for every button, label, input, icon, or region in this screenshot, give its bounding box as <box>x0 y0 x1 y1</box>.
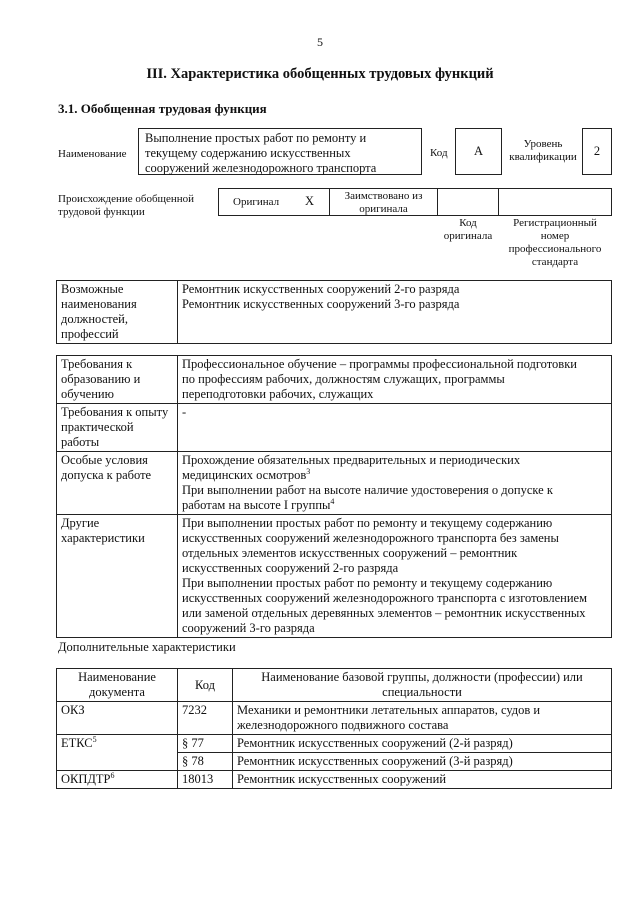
level-label-line: квалификации <box>509 151 577 163</box>
table-row <box>57 404 612 452</box>
level-value: 2 <box>582 128 612 175</box>
experience-label-line: работы <box>61 435 100 449</box>
table-row <box>57 356 612 404</box>
footnote-ref: 5 <box>92 734 97 744</box>
education-label-line: образованию и <box>61 372 141 386</box>
special-label <box>57 452 178 515</box>
table-row <box>57 452 612 515</box>
col-doc-line: документа <box>89 685 145 699</box>
special-line <box>182 468 607 483</box>
education-label-line: Требования к <box>61 357 133 371</box>
col-doc-line: Наименование <box>78 670 156 684</box>
experience-label <box>57 404 178 452</box>
special-text: работам на высоте I группы <box>182 498 331 512</box>
original-mark: X <box>305 194 315 208</box>
education-label <box>57 356 178 404</box>
table-row <box>57 771 612 789</box>
footnote-ref: 3 <box>306 466 311 476</box>
level-label <box>504 138 582 164</box>
additional-title: Дополнительные характеристики <box>58 640 236 654</box>
borrowed-cell <box>329 188 438 216</box>
special-value <box>178 452 612 515</box>
etks-name: Ремонтник искусственных сооружений (3-й разряд) <box>233 753 612 771</box>
education-label-line: обучению <box>61 387 114 401</box>
table-row <box>57 281 612 344</box>
special-line: При выполнении работ на высоте наличие удостоверения о допуске к <box>182 483 553 497</box>
other-line: отдельных элементов искусственных сооружений – ремонтник <box>182 546 518 560</box>
etks-code: § 78 <box>178 753 233 771</box>
table-row <box>57 702 612 735</box>
positions-label <box>57 281 178 344</box>
section-title: III. Характеристика обобщенных трудовых функций <box>146 66 494 82</box>
origin-label-line: Происхождение обобщенной <box>58 193 195 205</box>
positions-label-line: профессий <box>61 327 119 341</box>
position-item: Ремонтник искусственных сооружений 3-го разряда <box>182 297 460 311</box>
other-value <box>178 515 612 638</box>
subsection-title: 3.1. Обобщенная трудовая функция <box>58 101 267 116</box>
name-value-line: Выполнение простых работ по ремонту и <box>145 131 367 145</box>
okz-name <box>233 702 612 735</box>
positions-table <box>56 280 612 344</box>
etks-name: Ремонтник искусственных сооружений (2-й разряд) <box>233 735 612 753</box>
okpdtr-doc-text: ОКПДТР <box>61 772 111 786</box>
okz-code: 7232 <box>178 702 233 735</box>
other-line: искусственных сооружений железнодорожного транспорта с изготовлением <box>182 591 588 605</box>
footnote-ref: 4 <box>330 496 335 506</box>
special-line: Прохождение обязательных предварительных и периодических <box>182 453 521 467</box>
name-value-box <box>138 128 422 175</box>
education-line: по профессиям рабочих, должностям служащих, программы <box>182 372 505 386</box>
etks-code: § 77 <box>178 735 233 753</box>
borrowed-label-line: оригинала <box>359 203 408 215</box>
reg-number-cell <box>498 188 612 216</box>
other-label-line: Другие <box>61 516 100 530</box>
code-original-cell <box>437 188 499 216</box>
name-label: Наименование <box>58 148 127 160</box>
requirements-table <box>56 355 612 638</box>
level-label-line: Уровень <box>523 138 563 150</box>
position-item: Ремонтник искусственных сооружений 2-го разряда <box>182 282 460 296</box>
other-line: или заменой отдельных деревянных элементов – ремонтник искусственных <box>182 606 586 620</box>
positions-label-line: должностей, <box>61 312 128 326</box>
experience-value: - <box>178 404 612 452</box>
positions-label-line: наименования <box>61 297 137 311</box>
okpdtr-name: Ремонтник искусственных сооружений <box>233 771 612 789</box>
other-label <box>57 515 178 638</box>
special-line <box>182 498 607 513</box>
footnote-ref: 6 <box>110 770 115 780</box>
other-line: искусственных сооружений железнодорожного транспорта без замены <box>182 531 559 545</box>
etks-doc <box>57 735 178 771</box>
code-original-line: оригинала <box>443 230 493 242</box>
col-name-line: Наименование базовой группы, должности (профессии) или <box>261 670 583 684</box>
code-original-line: Код <box>459 217 477 229</box>
name-value-line: сооружений железнодорожного транспорта <box>145 161 377 175</box>
other-line: При выполнении простых работ по ремонту и текущему содержанию <box>182 576 553 590</box>
table-row <box>57 515 612 638</box>
experience-label-line: Требования к опыту <box>61 405 169 419</box>
okpdtr-doc <box>57 771 178 789</box>
okz-doc: ОКЗ <box>57 702 178 735</box>
table-row <box>57 735 612 753</box>
other-label-line: характеристики <box>61 531 145 545</box>
original-label: Оригинал <box>233 196 280 208</box>
reg-number-line: профессионального <box>508 243 602 255</box>
borrowed-label-line: Заимствовано из <box>344 190 423 202</box>
reg-number-line: Регистрационный <box>513 217 597 229</box>
name-value-line: текущему содержанию искусственных <box>145 146 351 160</box>
reg-number-line: стандарта <box>531 256 579 268</box>
positions-label-line: Возможные <box>61 282 124 296</box>
col-doc-header <box>57 669 178 702</box>
page-number: 5 <box>317 35 323 49</box>
origin-label-line: трудовой функции <box>58 206 145 218</box>
okpdtr-code: 18013 <box>178 771 233 789</box>
positions-values <box>178 281 612 344</box>
other-line: При выполнении простых работ по ремонту и текущему содержанию <box>182 516 553 530</box>
reg-number-caption <box>498 217 612 269</box>
okz-name-line: железнодорожного подвижного состава <box>237 718 449 732</box>
etks-doc-text: ЕТКС <box>61 736 93 750</box>
original-cell <box>218 188 330 216</box>
col-name-header <box>233 669 612 702</box>
reg-number-line: номер <box>540 230 570 242</box>
special-text: медицинских осмотров <box>182 468 307 482</box>
experience-label-line: практической <box>61 420 134 434</box>
table-row <box>57 669 612 702</box>
code-value: А <box>455 128 502 175</box>
education-value <box>178 356 612 404</box>
code-original-caption <box>437 217 499 243</box>
additional-table <box>56 668 612 789</box>
other-line: сооружений 3-го разряда <box>182 621 315 635</box>
origin-label <box>58 193 194 219</box>
education-line: Профессиональное обучение – программы профессиональной подготовки <box>182 357 577 371</box>
other-line: искусственных сооружений 2-го разряда <box>182 561 399 575</box>
okz-name-line: Механики и ремонтники летательных аппаратов, судов и <box>237 703 541 717</box>
special-label-line: допуска к работе <box>61 468 152 482</box>
col-code-header: Код <box>178 669 233 702</box>
education-line: переподготовки рабочих, служащих <box>182 387 374 401</box>
col-name-line: специальности <box>382 685 462 699</box>
special-label-line: Особые условия <box>61 453 148 467</box>
code-label: Код <box>430 147 448 159</box>
